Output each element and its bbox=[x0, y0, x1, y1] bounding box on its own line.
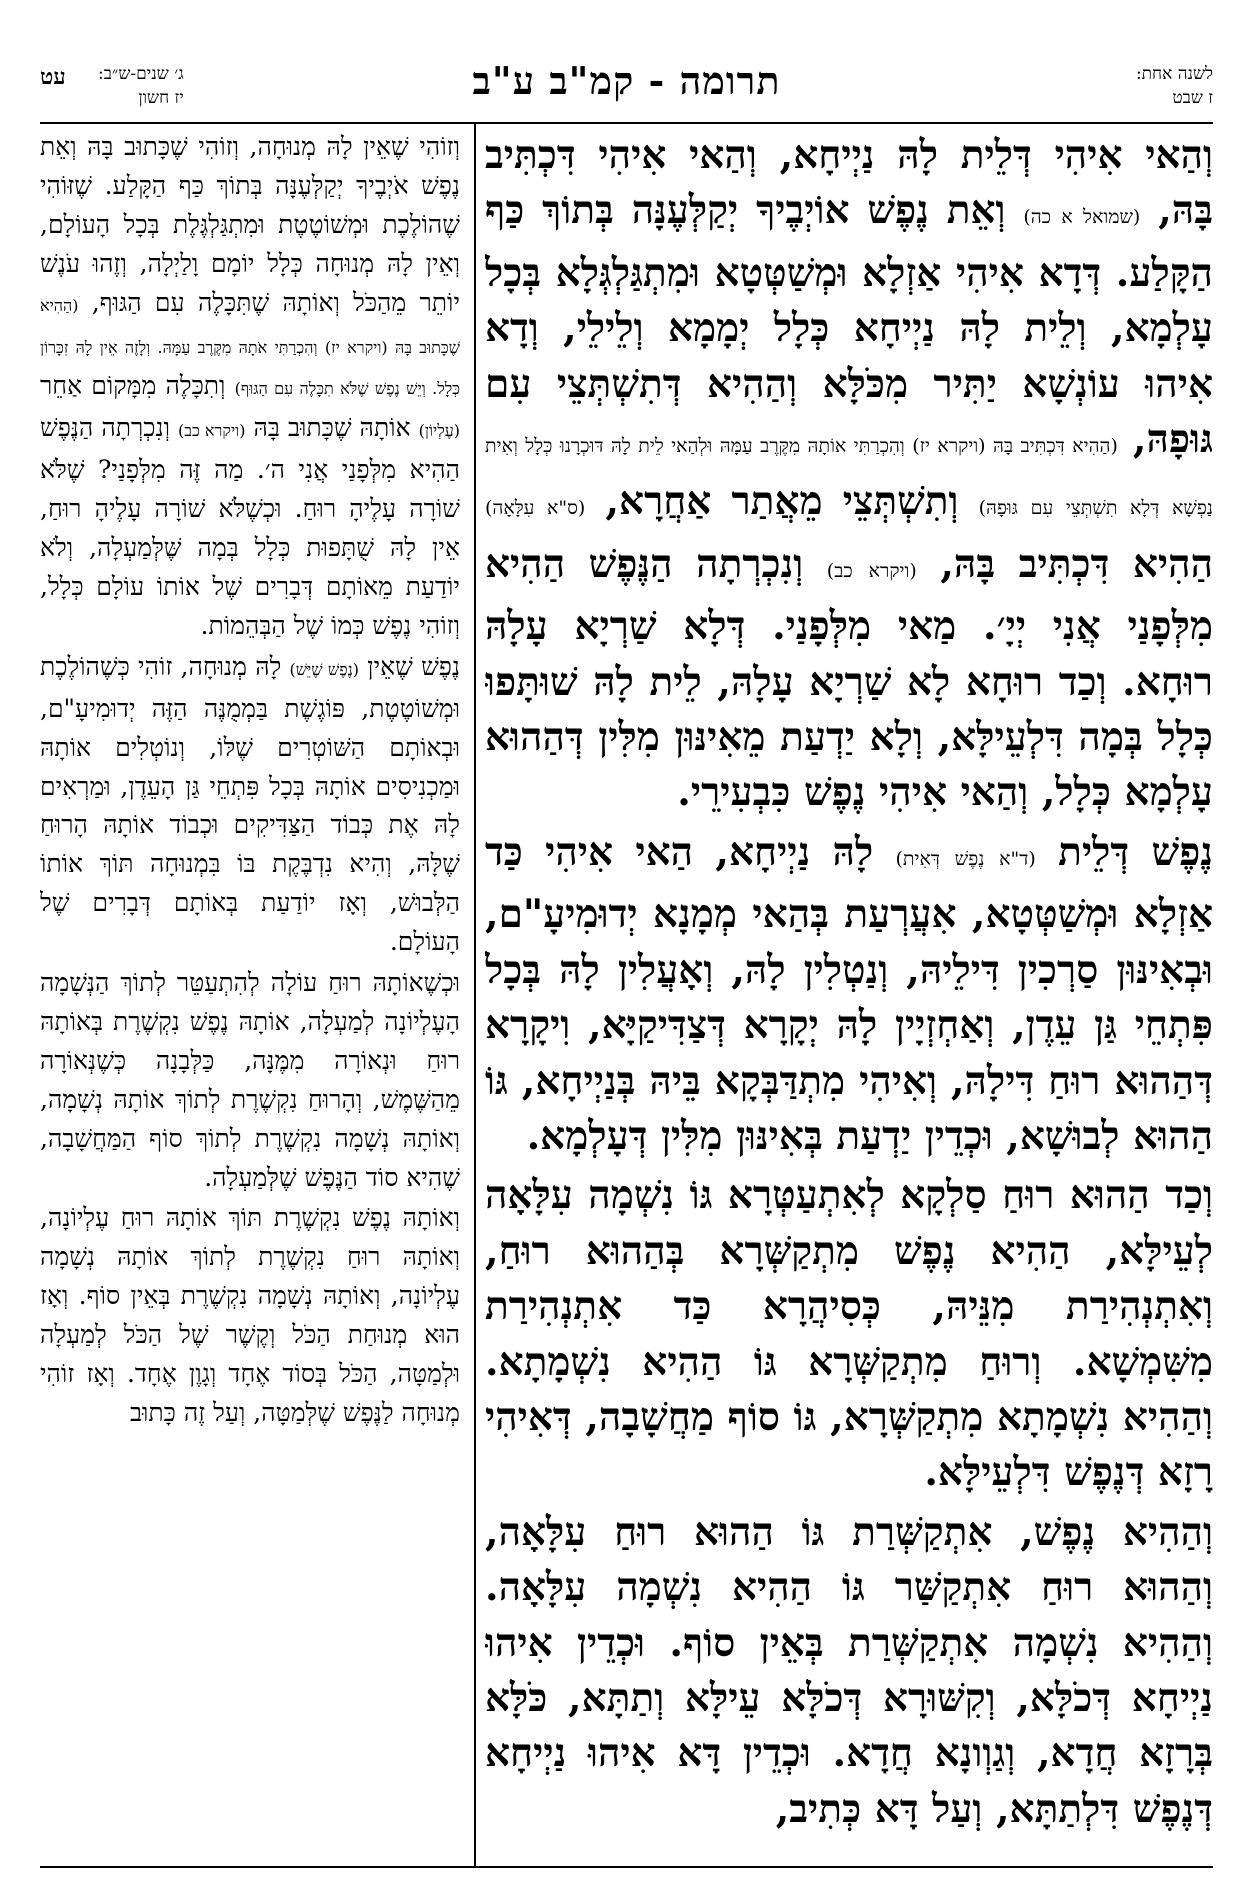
variant-note: (ד"א נֶפֶשׁ דְּאִית) bbox=[895, 847, 1036, 870]
schedule-label: לשנה אחת: bbox=[1135, 64, 1213, 84]
main-text: הַהִיא דִּכְתִּיב בָּהּ, bbox=[940, 540, 1213, 587]
variant-note: (נֶפֶשׁ שֶׁיֵּשׁ) bbox=[289, 659, 360, 679]
variant-note: (ס"א עִלָּאָה) bbox=[485, 497, 586, 520]
translation-text: נֶפֶשׁ שֶׁאֵין bbox=[367, 651, 460, 681]
main-text: לָהּ נַיְיחָא, הַאי אִיהִי כַּד אַזְלָא וּמְשַׁטְּטָא, אִעֲרְעַת בְּהַאי מְמָנָא יְדוּמִיעָ"ם, וּבְאִינּוּן סַרְכִין דִּילֵיהּ, וְנַטְלִין לָהּ, וְאָעֲלִין לָהּ בְּכָל פִּתְחֵי גַּן עֵדֶן, וְאַחְזְיָין לָהּ יְקָרָא דְּצַדִּיקַיָּא, וִיקָרָא דְּהַהוּא רוּחַ דִּילָהּ, וְאִיהִי מִתְדַּבְּקָא בֵּיהּ בְּנַיְיחָא, גּוֹ הַהוּא לְבוּשָׁא, וּכְדֵין יַדְעַת בְּאִינּוּן מִלִּין דְּעָלְמָא. bbox=[485, 828, 1213, 1159]
variant-note: (הַהִיא דִּכְתִּיב בָּהּ (ויקרא יז) וְהִכְרַתִּי אוֹתָהּ מִקֶּרֶב עַמָּהּ וּלְהַאי לֵית לָהּ דּוּכְרָנוּ כְּלָל וְאִית נַפְשָׁא דְּלָא תִשְׁתְּצֵי עִם גּוּפָהּ) bbox=[485, 435, 1213, 520]
translation-text: אוֹתָהּ שֶׁכָּתוּב בָּהּ bbox=[253, 413, 411, 443]
translation-text: וְנִכְרְתָה הַנֶּפֶשׁ הַהִיא מִלְּפָנַי אֲנִי ה׳. מַה זֶּה מִלְּפָנַי? שֶׁלֹּא שׁוֹרָה עָלֶיהָ רוּחַ. וּכְשֶׁלֹּא שׁוֹרָה עָלֶיהָ רוּחַ, אֵין לָהּ שֻׁתָּפוּת כְּלָל בְּמָה שֶּׁלְּמַעְלָה, וְלֹא יוֹדַעַת מֵאוֹתָם דְּבָרִים שֶׁל אוֹתוֹ עוֹלָם כְּלָל, וְזוֹהִי נֶפֶשׁ כְּמוֹ שֶׁל הַבְּהֵמוֹת. bbox=[40, 413, 460, 640]
main-paragraph-1 bbox=[485, 128, 1213, 821]
main-text: נֶפֶשׁ דְּלֵית bbox=[1058, 828, 1213, 875]
main-paragraph-2 bbox=[485, 825, 1213, 1164]
header-rule bbox=[40, 122, 1213, 124]
side-paragraph-4: וְאוֹתָהּ נֶפֶשׁ נִקְשֶׁרֶת תּוֹךְ אוֹתָהּ רוּחַ עֶלְיוֹנָה, וְאוֹתָהּ רוּחַ נִקְשֶׁרֶת לְתוֹךְ אוֹתָהּ נְשָׁמָה עֶלְיוֹנָה, וְאוֹתָהּ נְשָׁמָה נִקְשֶׁרֶת בְּאֵין סוֹף. וְאָז הוּא מְנוּחַת הַכֹּל וְקֶשֶׁר שֶׁל הַכֹּל לְמַעְלָה וּלְמַטָּה, הַכֹּל בְּסוֹד אֶחָד וְגָוֶן אֶחָד. וְאָז זוֹהִי מְנוּחָה לַנֶּפֶשׁ שֶׁלְּמַטָּה, וְעַל זֶה כָּתוּב bbox=[40, 1203, 460, 1427]
translation-text: וְזוֹהִי שֶׁאֵין לָהּ מְנוּחָה, וְזוֹהִי שֶׁכָּתוּב בָּהּ וְאֵת נֶפֶשׁ אֹיְבֶיךָ יְקַלְּעֶנָּה בְּתוֹךְ כַּף הַקָּלַע. שֶׁזּוֹהִי שֶׁהוֹלֶכֶת וּמְשׁוֹטֶטֶת וּמִתְגַּלְגֶּלֶת בְּכָל הָעוֹלָם, וְאֵין לָהּ מְנוּחָה כְּלָל יוֹמָם וָלַיְלָה, וְזֶהוּ עֹנֶשׁ יוֹתֵר מֵהַכֹּל וְאוֹתָהּ שֶׁתִּכָּלֶה עִם הַגּוּף, bbox=[40, 132, 460, 317]
aramaic-text-column bbox=[485, 128, 1213, 1858]
page-title: תרומה - קמ"ב ע"ב bbox=[472, 58, 781, 103]
verse-reference: (ויקרא כב) bbox=[178, 421, 246, 441]
verse-reference: (ויקרא כב) bbox=[826, 559, 917, 582]
column-divider bbox=[474, 122, 476, 1866]
variant-note: (עֶלְיוֹן) bbox=[418, 421, 460, 441]
main-paragraph-4: וְהַהִיא נֶפֶשׁ, אִתְקַשְּׁרַת גּוֹ הַהוּא רוּחַ עִלָּאָה, וְהַהוּא רוּחַ אִתְקַשַּׁר גּוֹ הַהִיא נִשְׁמָה עִלָּאָה. וְהַהִיא נִשְׁמָה אִתְקַשְּׁרַת בְּאֵין סוֹף. וּכְדֵין אִיהוּ נַיְיחָא דְּכֹלָּא, וְקִשּׁוּרָא דְּכֹלָּא עֵילָּא וְתַתָּא, כֹּלָּא בְּרָזָא חֲדָא, וְגַוְונָא חֲדָא. וּכְדֵין דָּא אִיהוּ נַיְיחָא דְּנֶפֶשׁ דִּלְתַתָּא, וְעַל דָּא כְּתִיב, bbox=[485, 1508, 1213, 1832]
variant-note: (הַהִיא שֶׁכָּתוּב בָּהּ (ויקרא יז) וְהִכְרַתִּי אֹתָהּ מִקֶּרֶב עַמָּהּ. וְלָזֶה אֵין לָהּ זִכָּרוֹן כְּלָל. וְיֵשׁ נֶפֶשׁ שֶׁלֹּא תִכָּלֶה עִם הַגּוּף) bbox=[40, 295, 460, 399]
page-header bbox=[40, 56, 1213, 116]
side-paragraph-1 bbox=[40, 128, 460, 646]
page-number: עט bbox=[40, 64, 66, 90]
main-text: וְנִכְרְתָה הַנֶּפֶשׁ הַהִיא מִלְּפָנַי אֲנִי יְיָ׳. מַאי מִלְּפָנַי. דְּלָא שַׁרְיָא עָלָהּ רוּחָא. וְכַד רוּחָא לָא שַׁרְיָא עָלָהּ, לֵית לָהּ שׁוּתָּפוּ כְּלָל בְּמָה דִּלְעֵילָּא, וְלָא יַדְעַת מֵאִינּוּן מִלִּין דְּהַהוּא עָלְמָא כְּלָל, וְהַאי אִיהִי נֶפֶשׁ כִּבְעִירֵי. bbox=[485, 540, 1213, 816]
side-paragraph-2 bbox=[40, 648, 460, 962]
verse-reference: (שמואל א כה) bbox=[1023, 206, 1141, 229]
main-text: וְתִשְׁתְּצֵי מֵאֲתַר אַחֲרָא, bbox=[605, 478, 959, 525]
three-year-schedule bbox=[98, 62, 184, 110]
translation-text: וְתִכָּלֶה מִמָּקוֹם אַחֵר bbox=[40, 371, 226, 401]
main-text: וְאֵת נֶפֶשׁ אוֹיְבֶיךָ יְקַלְּעֶנָּה בְּתוֹךְ כַּף הַקָּלַע. דְּדָא אִיהִי אַזְלָא וּמְשַׁטְּטָא וּמִתְגַּלְגְּלָא בְּכָל עָלְמָא, וְלֵית לָהּ נַיְיחָא כְּלָל יְמָמָא וְלֵילֵי, וְדָא אִיהוּ עוֹנְשָׁא יַתִּיר מִכֹּלָּא וְהַהִיא דְּתִשְׁתְּצֵי עִם גּוּפָהּ, bbox=[485, 187, 1213, 463]
cycle-label: ג׳ שנים-ש״ב: bbox=[98, 64, 184, 84]
footer-rule bbox=[40, 1866, 1213, 1868]
schedule-date: ז שבט bbox=[1172, 88, 1213, 108]
cycle-date: יז חשון bbox=[138, 88, 184, 108]
side-paragraph-3: וּכְשֶׁאוֹתָהּ רוּחַ עוֹלָה לְהִתְעַטֵּר לְתוֹךְ הַנְּשָׁמָה הָעֶלְיוֹנָה לְמַעְלָה, אוֹתָהּ נֶפֶשׁ נִקְשֶׁרֶת בְּאוֹתָהּ רוּחַ וּנְאוֹרָה מִמֶּנָּה, כַּלְּבָנָה כְּשֶׁנְּאוֹרָה מֵהַשֶּׁמֶשׁ, וְהָרוּחַ נִקְשֶׁרֶת לְתוֹךְ אוֹתָהּ נְשָׁמָה, וְאוֹתָהּ נְשָׁמָה נִקְשֶׁרֶת לְתוֹךְ סוֹף הַמַּחֲשָׁבָה, שֶׁהִיא סוֹד הַנֶּפֶשׁ שֶׁלְּמַעְלָה. bbox=[40, 968, 460, 1192]
hebrew-translation-column bbox=[40, 128, 460, 1858]
main-text: וְהַאי אִיהִי דְּלֵית לָהּ נַיְיחָא, וְהַאי אִיהִי דִּכְתִּיב בָּהּ, bbox=[485, 132, 1213, 234]
main-paragraph-3: וְכַד הַהוּא רוּחַ סַלְקָא לְאִתְעַטְּרָא גּוֹ נִשְׁמָה עִלָּאָה לְעֵילָּא, הַהִיא נֶפֶשׁ מִתְקַשְּׁרָא בְּהַהוּא רוּחַ, וְאִתְנְהִירַת מִנֵּיהּ, כְּסִיהֲרָא כַּד אִתְנְהִירַת מִשִּׁמְשָׁא. וְרוּחַ מִתְקַשְּׁרָא גּוֹ הַהִיא נִשְׁמָתָא. וְהַהִיא נִשְׁמָתָא מִתְקַשְּׁרָא, גּוֹ סוֹף מַחֲשָׁבָה, דְּאִיהִי רָזָא דְּנֶפֶשׁ דִּלְעֵילָּא. bbox=[485, 1172, 1213, 1496]
translation-text: לָהּ מְנוּחָה, זוֹהִי כְּשֶׁהוֹלֶכֶת וּמְשׁוֹטֶטֶת, פּוֹגֶשֶׁת בַּמְמֻנֶּה הַזֶּה יְדוּמִיעָ"ם, וּבְאוֹתָם הַשּׁוֹטְרִים שֶׁלּוֹ, וְנוֹטְלִים אוֹתָהּ וּמַכְנִיסִים אוֹתָהּ בְּכָל פִּתְחֵי גַּן הָעֵדֶן, וּמַרְאִים לָהּ אֶת כְּבוֹד הַצַּדִּיקִים וּכְבוֹד אוֹתָהּ הָרוּחַ שֶׁלָּהּ, וְהִיא נִדְבֶּקֶת בּוֹ בִּמְנוּחָה תּוֹךְ אוֹתוֹ הַלְּבוּשׁ, וְאָז יוֹדַעַת בְּאוֹתָם דְּבָרִים שֶׁל הָעוֹלָם. bbox=[40, 651, 460, 957]
